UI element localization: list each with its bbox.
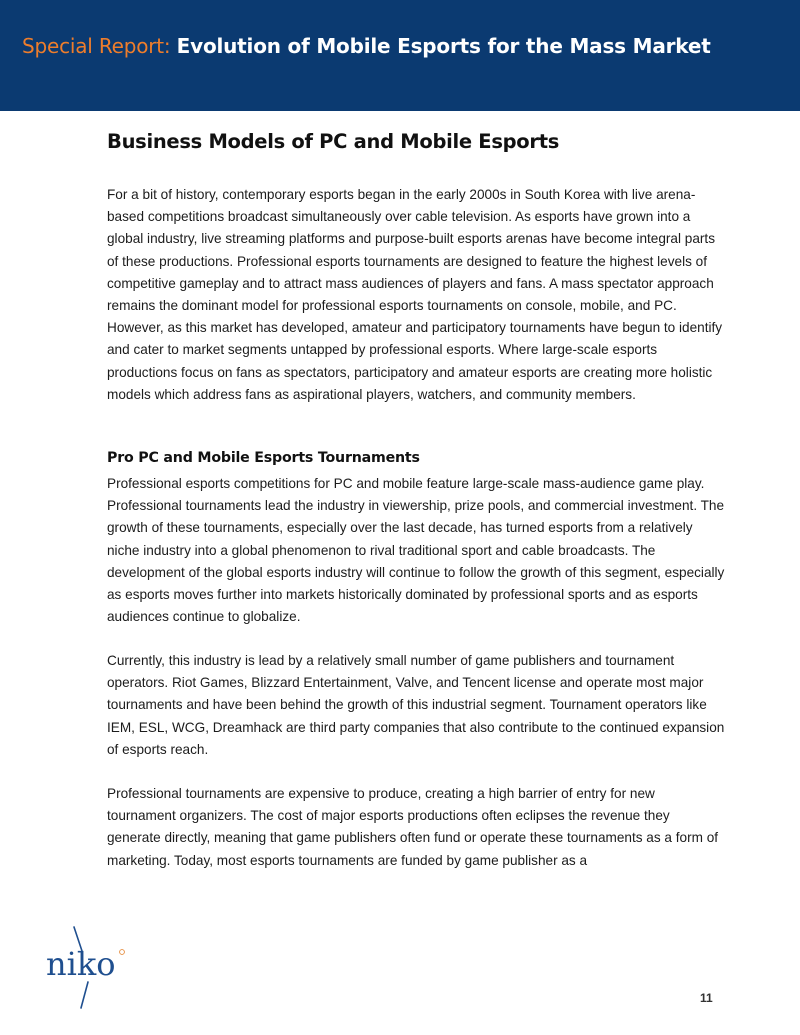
body-paragraph: Currently, this industry is lead by a relatively small number of game publishers and tournament operators. Riot Games, Blizzard Entertainment, Valve, and Tencent license and operate most major tournaments and have been behind the growth of this industrial segment. Tournament operators like IEM, ESL, WCG, Dreamhack are third party companies that also contribute to the continued expansion of esports reach. (107, 653, 725, 757)
intro-paragraph: For a bit of history, contemporary esports began in the early 2000s in South Korea with live arena-based competitions broadcast simultaneously over cable television. As esports have grown into a global industry, live streaming platforms and purpose-built esports arenas have become integral parts of these productions. Professional esports tournaments are designed to feature the highest levels of competitive gameplay and to attract mass audiences of players and fans. A mass spectator approach remains the dominant model for professional esports tournaments on console, mobile, and PC. However, as this market has developed, amateur and participatory tournaments have begun to identify and cater to market segments untapped by professional esports. Where large-scale esports productions focus on fans as spectators, participatory and amateur esports are creating more holistic models which address fans as aspirational players, watchers, and community members. (107, 187, 723, 402)
logo-wordmark: niko (46, 945, 116, 983)
niko-logo-icon (38, 925, 138, 1015)
body-paragraph: Professional esports competitions for PC and mobile feature large-scale mass-audience game play. Professional tournaments lead the industry in viewership, prize pools, and commercial investment. The growth of these tournaments, especially over the last decade, has turned esports from a relatively niche industry into a global phenomenon to rival traditional sport and cable broadcasts. The development of the global esports industry will continue to follow the growth of this segment, especially as esports moves further into markets historically dominated by professional sports and as esports audiences continue to globalize. (107, 476, 725, 625)
body-paragraph: Professional tournaments are expensive to produce, creating a high barrier of entry for new tournament organizers. The cost of major esports productions often eclipses the revenue they generate directly, meaning that game publishers often fund or operate these tournaments as a form of marketing. Today, most esports tournaments are funded by game publisher as a (107, 786, 719, 868)
header-band (0, 0, 800, 111)
subsection-heading: Pro PC and Mobile Esports Tournaments (107, 450, 420, 466)
report-title (22, 34, 711, 58)
page-number: 11 (700, 991, 713, 1005)
section-heading: Business Models of PC and Mobile Esports (107, 130, 560, 153)
report-title-main: Evolution of Mobile Esports for the Mass Market (176, 34, 711, 58)
report-title-prefix: Special Report: (22, 34, 171, 58)
